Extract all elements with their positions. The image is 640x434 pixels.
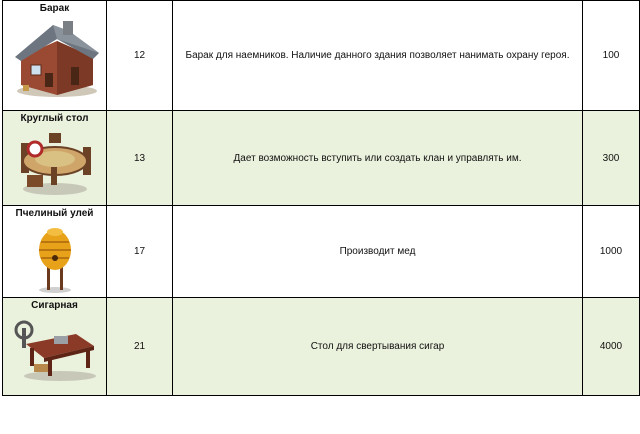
description-cell: Дает возможность вступить или создать клан и управлять им.	[173, 111, 583, 206]
cost-cell: 300	[583, 111, 640, 206]
building-cell	[3, 298, 107, 396]
level-cell: 17	[107, 206, 173, 298]
barracks-icon	[9, 17, 101, 99]
level-cell: 21	[107, 298, 173, 396]
level-cell: 12	[107, 1, 173, 111]
level-cell: 13	[107, 111, 173, 206]
cost-cell: 1000	[583, 206, 640, 298]
building-cell	[3, 1, 107, 111]
cost-cell: 100	[583, 1, 640, 111]
description-cell: Стол для свертывания сигар	[173, 298, 583, 396]
description-cell: Барак для наемников. Наличие данного здания позволяет нанимать охрану героя.	[173, 1, 583, 111]
building-name: Сигарная	[31, 300, 78, 311]
round-table-icon	[13, 127, 97, 197]
building-name: Пчелиный улей	[15, 208, 94, 219]
beehive-icon	[25, 222, 85, 294]
cigar-table-icon	[12, 314, 98, 384]
building-cell	[3, 111, 107, 206]
building-name: Барак	[39, 3, 70, 14]
cost-cell: 4000	[583, 298, 640, 396]
table-row	[3, 111, 640, 206]
building-cell	[3, 206, 107, 298]
building-name: Круглый стол	[20, 113, 89, 124]
description-cell: Производит мед	[173, 206, 583, 298]
table-row	[3, 206, 640, 298]
buildings-table	[2, 0, 640, 396]
table-row	[3, 1, 640, 111]
table-row	[3, 298, 640, 396]
